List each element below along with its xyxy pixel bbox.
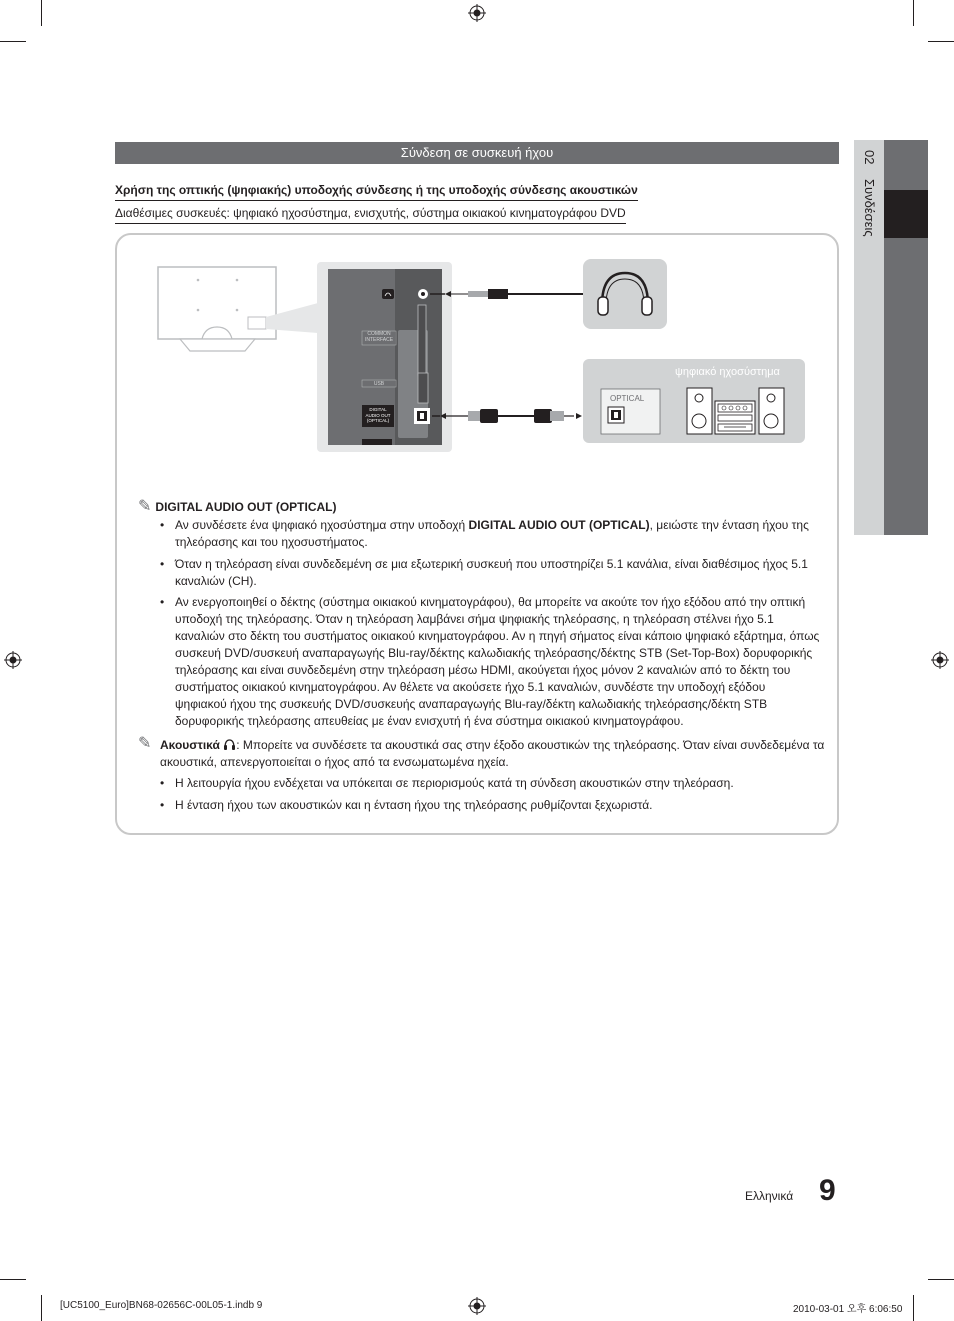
crop-mark bbox=[928, 41, 954, 42]
headphones-illustration bbox=[583, 259, 667, 329]
note-headphones bbox=[138, 737, 828, 771]
optical-cable bbox=[432, 409, 582, 423]
print-slug-timestamp: 2010-03-01 오후 6:06:50 bbox=[793, 1304, 903, 1315]
note-title: Ακουστικά bbox=[160, 738, 220, 752]
headphone-cable bbox=[430, 289, 585, 299]
bullet-text: Όταν η τηλεόραση είναι συνδεδεμένη σε μια εξωτερική συσκευή που υποστηρίζει 5.1 κανάλια, είναι διαθέσιμος ήχος 5.1 καναλιών (CH). bbox=[175, 557, 808, 588]
available-devices: Διαθέσιμες συσκευές: ψηφιακό ηχοσύστημα, ενισχυτής, σύστημα οικιακού κινηματογράφου DVD bbox=[115, 206, 626, 224]
port-label-common-interface: COMMON INTERFACE bbox=[364, 331, 394, 343]
crop-mark bbox=[913, 1295, 914, 1321]
note-digital-audio bbox=[138, 496, 337, 516]
tv-back-illustration bbox=[158, 267, 318, 351]
list-item bbox=[160, 556, 820, 590]
bullet-icon: • bbox=[160, 798, 165, 812]
crop-mark bbox=[41, 1295, 42, 1321]
tv-port-panel bbox=[317, 262, 452, 452]
list-item bbox=[160, 797, 820, 814]
registration-mark-icon bbox=[468, 1297, 486, 1315]
bullet-text: Η ένταση ήχου των ακουστικών και η ένταση ήχου της τηλεόρασης ρυθμίζονται ξεχωριστά. bbox=[175, 798, 653, 812]
bullet-icon: • bbox=[160, 518, 165, 532]
port-label-usb: USB bbox=[373, 381, 385, 387]
section-title: Σύνδεση σε συσκευή ήχου bbox=[115, 142, 839, 164]
note-pencil-icon: ✎ bbox=[138, 735, 152, 752]
crop-mark bbox=[0, 41, 26, 42]
registration-mark-icon bbox=[931, 651, 949, 669]
digital-audio-system-label: ψηφιακό ηχοσύστημα bbox=[675, 366, 780, 378]
bullet-text: Αν συνδέσετε ένα ψηφιακό ηχοσύστημα στην υποδοχή bbox=[175, 518, 469, 532]
registration-mark-icon bbox=[4, 651, 22, 669]
list-item bbox=[160, 594, 820, 730]
print-slug-file: [UC5100_Euro]BN68-02656C-00L05-1.indb 9 bbox=[60, 1300, 263, 1311]
crop-mark bbox=[913, 0, 914, 26]
bullet-icon: • bbox=[160, 557, 165, 571]
footer-language: Ελληνικά bbox=[745, 1189, 794, 1203]
port-label-digital-audio-out: DIGITAL AUDIO OUT (OPTICAL) bbox=[365, 407, 391, 423]
chapter-number: 02 bbox=[862, 150, 877, 165]
bullet-text: , μειώστε την ένταση ήχου της τηλεόρασης και του ηχοσυστήματος. bbox=[175, 518, 809, 549]
chapter-title: Συνδέσεις bbox=[862, 179, 877, 237]
bullet-icon: • bbox=[160, 776, 165, 790]
list-item bbox=[160, 775, 820, 792]
crop-mark bbox=[928, 1279, 954, 1280]
side-tab-marker bbox=[884, 190, 928, 238]
note-pencil-icon: ✎ bbox=[138, 498, 152, 515]
headphone-icon bbox=[223, 739, 236, 750]
bullet-text: Η λειτουργία ήχου ενδέχεται να υπόκειται σε περιορισμούς κατά τη σύνδεση ακουστικών στην τηλεόραση. bbox=[175, 776, 734, 790]
subheading: Χρήση της οπτικής (ψηφιακής) υποδοχής σύνδεσης ή της υποδοχής σύνδεσης ακουστικών bbox=[115, 183, 638, 201]
list-item bbox=[160, 517, 820, 551]
page-number: 9 bbox=[819, 1174, 836, 1207]
bullet-text: Αν ενεργοποιηθεί ο δέκτης (σύστημα οικιακού κινηματογράφου), θα μπορείτε να ακούτε τον ήχο εξόδου από την οπτική υποδοχή της τηλεόρασης. Όταν η τηλεόραση λαμβάνει σήμα ψηφιακής τηλεόρασης, η τηλεόραση στέλνει ήχο 5.1 καναλιών στο δέκτη του συστήματος οικιακού κινηματογράφου. Αν η πηγή σήματος είναι κάποιο ψηφιακό εξάρτημα, όπως συσκευή DVD/συσκευή αναπαραγωγής Blu-ray/δέκτης καλωδιακής τηλεόρασης/δέκτης STB (Set-Top-Box) δορυφορικής τηλεόρασης και είναι συνδεδεμένη στην τηλεόραση μέσω HDMI, ακούγεται ήχος μόνον 2 καναλιών από το δέκτη του συστήματος οικιακού κινηματογράφου. Αν θέλετε να ακούσετε ήχο 5.1 καναλιών, συνδέστε την υποδοχή εξόδου ψηφιακού ήχου της συσκευής DVD/συσκευής αναπαραγωγής Blu-ray/δέκτη καλωδιακής τηλεόρασης/δέκτη STB δορυφορικής τηλεόρασης απευθείας με έναν ενισχυτή ή ένα σύστημα οικιακού κινηματογράφου. bbox=[175, 595, 820, 728]
optical-label: OPTICAL bbox=[610, 394, 645, 403]
crop-mark bbox=[41, 0, 42, 26]
side-tab-label bbox=[854, 142, 884, 262]
note-title: DIGITAL AUDIO OUT (OPTICAL) bbox=[155, 500, 337, 514]
bullet-bold-text: DIGITAL AUDIO OUT (OPTICAL) bbox=[468, 518, 650, 532]
registration-mark-icon bbox=[468, 4, 486, 22]
note-text: : Μπορείτε να συνδέσετε τα ακουστικά σας στην έξοδο ακουστικών της τηλεόρασης. Όταν είναι συνδεδεμένα τα ακουστικά, απενεργοποιείται ο ήχος από τα ενσωματωμένα ηχεία. bbox=[160, 738, 825, 769]
bullet-icon: • bbox=[160, 595, 165, 609]
connection-diagram bbox=[150, 255, 810, 460]
crop-mark bbox=[0, 1279, 26, 1280]
